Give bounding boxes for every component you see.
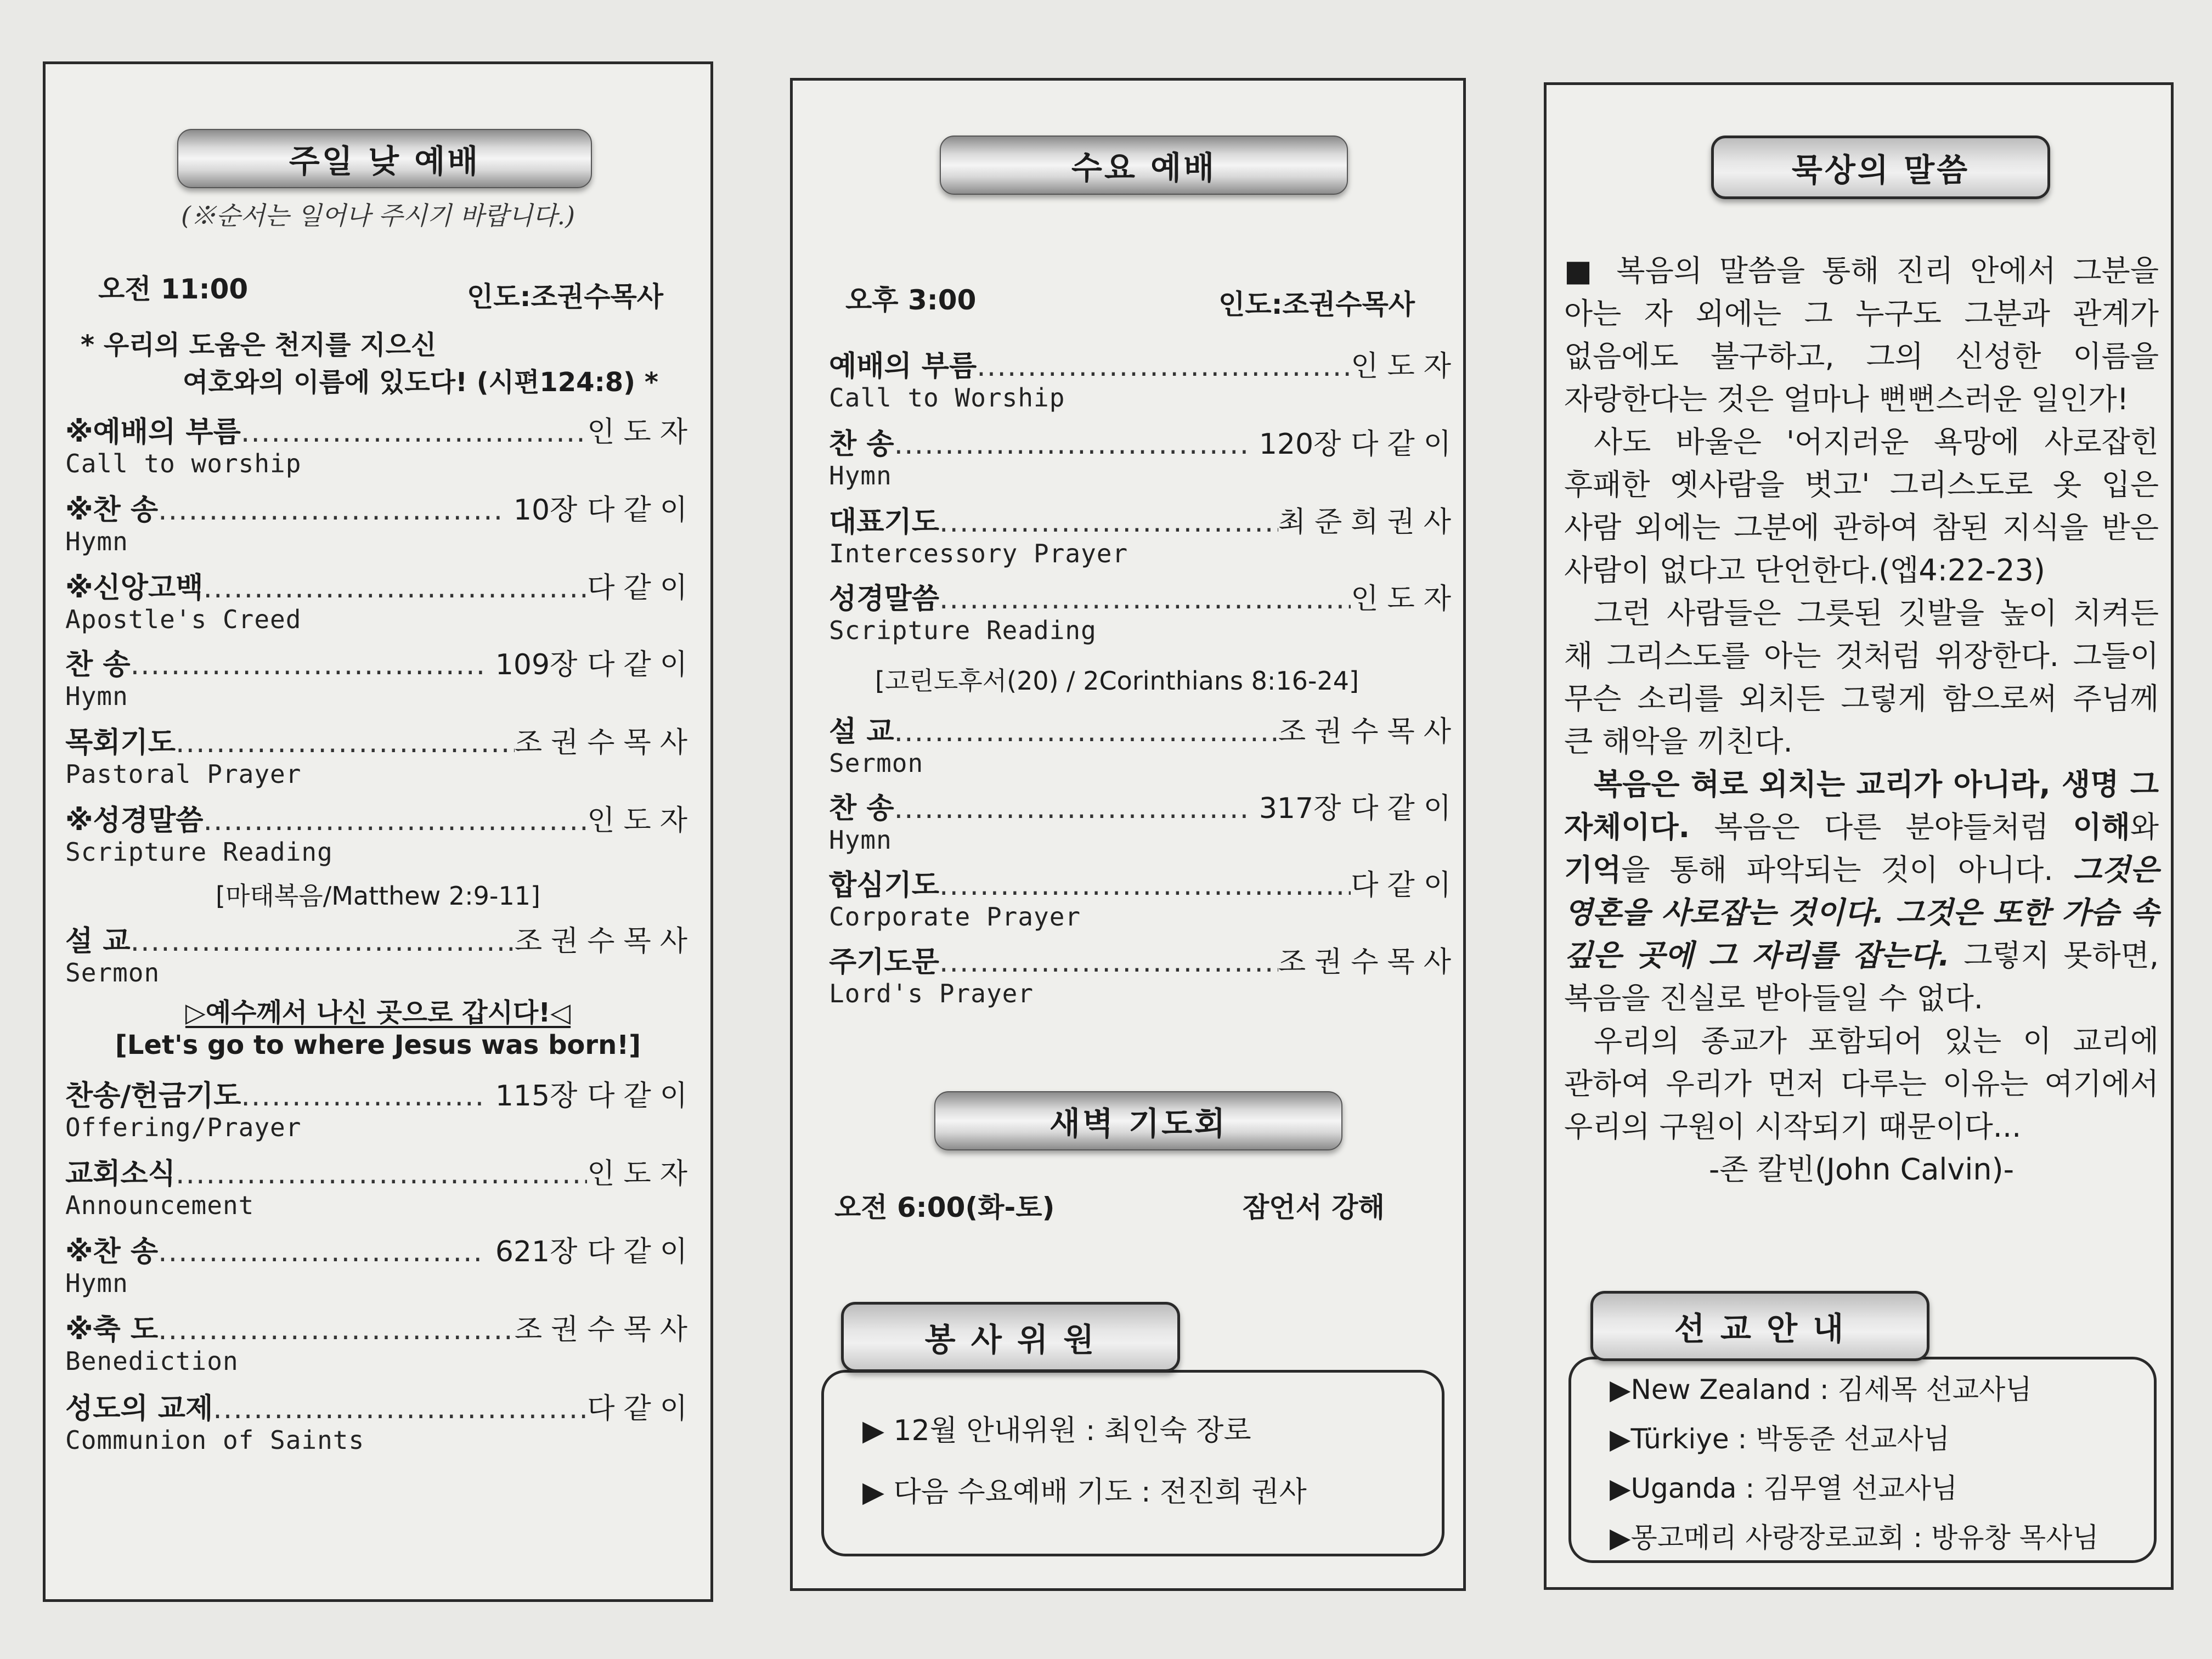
leader-dots	[939, 582, 1351, 616]
order-item-line	[829, 427, 1460, 461]
dawn-prayer-topic: 잠언서 강해	[1243, 1192, 1385, 1223]
order-item	[65, 804, 696, 866]
order-item-english: Hymn	[65, 1268, 128, 1298]
dawn-prayer-title: 새벽 기도회	[934, 1091, 1342, 1150]
order-item-role: 다같이	[1351, 869, 1460, 902]
order-item-role: 다같이	[587, 648, 696, 681]
leader-dots	[977, 349, 1351, 383]
standing-note: (※순서는 일어나 주시기 바랍니다.)	[180, 201, 575, 230]
order-item-line	[65, 1235, 696, 1269]
order-item-korean: 예배의 부름	[829, 350, 977, 383]
order-item-role: 다같이	[587, 572, 696, 605]
order-item-english: Sermon	[829, 748, 924, 778]
order-item-korean: 성도의 교제	[65, 1392, 213, 1425]
order-item-line	[829, 792, 1460, 826]
dawn-prayer-time: 오전 6:00(화-토)	[834, 1192, 1055, 1223]
order-item	[65, 648, 696, 710]
order-item-korean: ※찬 송	[65, 494, 159, 527]
mission-item: ▶New Zealand : 김세목 선교사님	[1610, 1374, 2032, 1406]
order-item-english: Scripture Reading	[829, 616, 1097, 645]
leader-dots	[894, 792, 1249, 826]
order-item-english: Hymn	[65, 527, 128, 556]
sunday-time: 오전 11:00	[98, 273, 249, 305]
meditation-paragraph: 우리의 종교가 포함되어 있는 이 교리에 관하여 우리가 먼저 다루는 이유는 여기에서 우리의 구원이 시작되기 때문이다...	[1564, 1024, 2159, 1144]
slogan-korean: ▷예수께서 나신 곳으로 갑시다!◁	[185, 997, 571, 1028]
order-item-english: Call to worship	[65, 449, 302, 478]
order-item-role: 다같이	[587, 1235, 696, 1268]
leader-dots	[894, 427, 1249, 461]
meditation-paragraph: 그런 사람들은 그릇된 깃발을 높이 치켜든 채 그리스도를 아는 것처럼 위장한다. 그들이 무슨 소리를 외치든 그렇게 함으로써 주님께 큰 해악을 끼친다.	[1564, 596, 2159, 759]
order-item-english: Corporate Prayer	[829, 902, 1081, 932]
order-item-line	[65, 571, 696, 605]
order-item-korean: 교회소식	[65, 1158, 176, 1190]
leader-dots	[158, 493, 504, 527]
leader-dots	[131, 648, 486, 682]
order-item	[829, 792, 1460, 854]
order-item-hymn-number: 10장	[513, 494, 578, 527]
order-item-line	[65, 648, 696, 682]
order-item-korean: ※예배의 부름	[65, 416, 241, 449]
order-item-korean: ※축 도	[65, 1313, 159, 1346]
order-item	[65, 493, 696, 556]
order-item	[829, 715, 1460, 777]
order-item-line	[65, 1079, 696, 1113]
order-item-korean: 찬 송	[829, 428, 894, 461]
order-item-role: 다같이	[1351, 428, 1460, 461]
order-item-line	[65, 726, 696, 760]
order-item-role: 최준희권사	[1278, 506, 1460, 539]
order-item-role: 다같이	[1351, 792, 1460, 825]
leader-dots	[241, 1079, 485, 1113]
order-item	[829, 945, 1460, 1008]
order-item-role: 다같이	[587, 1392, 696, 1425]
order-item	[65, 1392, 696, 1454]
order-item-english: Benediction	[65, 1346, 239, 1376]
order-item-korean: 찬 송	[65, 648, 131, 681]
leader-dots	[158, 1313, 515, 1347]
order-item-line	[829, 349, 1460, 383]
leader-dots	[158, 1235, 486, 1269]
mission-item: ▶Türkiye : 박동준 선교사님	[1610, 1423, 1950, 1455]
order-item-line	[829, 715, 1460, 749]
service-committee-title: 봉 사 위 원	[841, 1302, 1180, 1372]
order-item-english: Pastoral Prayer	[65, 759, 302, 789]
sunday-scripture-ref: [마태복음/Matthew 2:9-11]	[216, 881, 540, 911]
order-item-english: Hymn	[829, 825, 892, 855]
order-item-korean: 성경말씀	[829, 583, 939, 616]
order-item-english: Lord's Prayer	[829, 979, 1034, 1008]
order-item-role: 조권수목사	[514, 1313, 696, 1346]
order-item-line	[65, 493, 696, 527]
order-item-line	[829, 505, 1460, 539]
order-item-hymn-number: 115장	[495, 1080, 578, 1113]
wednesday-scripture-ref: [고린도후서(20) / 2Corinthians 8:16-24]	[875, 666, 1359, 696]
order-item-hymn-number: 120장	[1259, 428, 1341, 461]
order-item-english: Sermon	[65, 958, 160, 988]
order-item-korean: 설 교	[829, 715, 894, 748]
leader-dots	[203, 571, 587, 605]
wednesday-service-title: 수요 예배	[940, 136, 1348, 195]
sunday-leader: 인도:조권수목사	[467, 281, 664, 313]
meditation-paragraph: 복음은 혀로 외치는 교리가 아니라, 생명 그 자체이다. 복음은 다른 분야들처럼 이해와 기억을 통해 파악되는 것이 아니다. 그것은 영혼을 사로잡는 것이다. 그것은 또한 가슴 속 깊은 곳에 그 자리를 잡는다. 그렇지 못하면, 복음을 진실로 받아들일 수 없다.	[1564, 767, 2159, 1015]
order-item-hymn-number: 621장	[495, 1235, 578, 1268]
order-item-english: Announcement	[65, 1190, 255, 1220]
leader-dots	[203, 804, 587, 838]
mission-item: ▶Uganda : 김무열 선교사님	[1610, 1472, 1958, 1504]
order-item-line	[65, 1313, 696, 1347]
leader-dots	[894, 715, 1278, 749]
order-item-line	[65, 1392, 696, 1426]
service-committee-box	[821, 1370, 1444, 1556]
order-item-line	[65, 804, 696, 838]
wednesday-service-panel	[790, 78, 1466, 1591]
order-item-english: Intercessory Prayer	[829, 539, 1128, 568]
order-item-korean: 대표기도	[829, 506, 939, 539]
order-item-role: 인도자	[587, 804, 696, 837]
order-item-role: 조권수목사	[514, 726, 696, 759]
order-item-hymn-number: 109장	[495, 648, 578, 681]
order-item-role: 다같이	[587, 1080, 696, 1113]
leader-dots	[241, 415, 587, 449]
leader-dots	[131, 924, 515, 958]
order-item-role: 인도자	[587, 1158, 696, 1190]
order-item-english: Apostle's Creed	[65, 605, 302, 634]
order-item-role: 조권수목사	[1278, 946, 1460, 979]
order-item-role: 인도자	[1351, 350, 1460, 383]
meditation-text	[1564, 250, 2159, 1191]
order-item	[829, 582, 1460, 645]
order-item-english: Call to Worship	[829, 383, 1065, 413]
mission-item: ▶몽고메리 사랑장로교회 : 방유창 목사님	[1610, 1522, 2099, 1554]
order-item	[65, 924, 696, 987]
order-item	[65, 571, 696, 634]
order-item	[65, 726, 696, 788]
order-item	[829, 868, 1460, 931]
order-item-role: 조권수목사	[1278, 715, 1460, 748]
meditation-paragraph: 사도 바울은 '어지러운 욕망에 사로잡힌 후패한 옛사람을 벗고' 그리스도로 옷 입은 사람 외에는 그분에 관하여 참된 지식을 받은 사람이 없다고 단언한다.(엡4:22-23)	[1564, 425, 2159, 588]
order-item-line	[829, 945, 1460, 979]
mission-box	[1568, 1357, 2157, 1563]
order-item-english: Hymn	[65, 681, 128, 711]
meditation-author: -존 칼빈(John Calvin)-	[1708, 1152, 2015, 1187]
order-item	[829, 505, 1460, 568]
order-item-korean: 찬송/헌금기도	[65, 1080, 241, 1113]
order-item-korean: 주기도문	[829, 946, 939, 979]
order-item-korean: 합심기도	[829, 869, 939, 902]
order-item	[65, 415, 696, 478]
order-item-english: Scripture Reading	[65, 837, 333, 867]
order-item-korean: ※신앙고백	[65, 572, 204, 605]
order-item-english: Offering/Prayer	[65, 1113, 302, 1142]
order-item-english: Hymn	[829, 461, 892, 490]
service-item: ▶ 다음 수요예배 기도 : 전진희 권사	[862, 1476, 1307, 1509]
order-item-line	[65, 924, 696, 958]
meditation-title: 묵상의 말씀	[1711, 136, 2050, 199]
leader-dots	[939, 868, 1351, 902]
order-item	[829, 349, 1460, 412]
leader-dots	[176, 726, 515, 760]
verse-line-2: 여호와의 이름에 있도다! (시편124:8) *	[183, 367, 658, 398]
order-item-korean: ※성경말씀	[65, 804, 204, 837]
order-item-line	[829, 582, 1460, 616]
order-item-line	[65, 415, 696, 449]
meditation-paragraph: ■ 복음의 말씀을 통해 진리 안에서 그분을 아는 자 외에는 그 누구도 그분과 관계가 없음에도 불구하고, 그의 신성한 이름을 자랑한다는 것은 얼마나 뻔뻔스러운 일인가!	[1564, 253, 2159, 416]
sunday-service-title: 주일 낮 예배	[177, 129, 592, 188]
mission-title: 선 교 안 내	[1590, 1291, 1929, 1361]
leader-dots	[939, 505, 1278, 539]
leader-dots	[176, 1157, 587, 1191]
meditation-panel	[1544, 82, 2174, 1590]
order-item	[829, 427, 1460, 490]
leader-dots	[939, 945, 1278, 979]
order-item-korean: ※찬 송	[65, 1235, 159, 1268]
order-item	[65, 1313, 696, 1375]
slogan-english: [Let's go to where Jesus was born!]	[115, 1030, 641, 1060]
wednesday-leader: 인도:조권수목사	[1218, 289, 1415, 320]
order-item-korean: 목회기도	[65, 726, 176, 759]
verse-line-1: * 우리의 도움은 천지를 지으신	[81, 330, 437, 360]
service-item: ▶ 12월 안내위원 : 최인숙 장로	[862, 1414, 1251, 1447]
order-item-hymn-number: 317장	[1259, 792, 1341, 825]
order-item-line	[65, 1157, 696, 1191]
order-item-korean: 찬 송	[829, 792, 894, 825]
order-item-role: 인도자	[1351, 583, 1460, 616]
sunday-service-panel	[43, 61, 713, 1602]
order-item-line	[829, 868, 1460, 902]
order-item-english: Communion of Saints	[65, 1425, 365, 1455]
order-item-role: 조권수목사	[514, 925, 696, 958]
order-item	[65, 1079, 696, 1142]
order-item-role: 인도자	[587, 416, 696, 449]
order-item-role: 다같이	[587, 494, 696, 527]
order-item-korean: 설 교	[65, 925, 131, 958]
order-item	[65, 1157, 696, 1220]
leader-dots	[213, 1392, 587, 1426]
order-item	[65, 1235, 696, 1297]
wednesday-time: 오후 3:00	[845, 284, 977, 316]
